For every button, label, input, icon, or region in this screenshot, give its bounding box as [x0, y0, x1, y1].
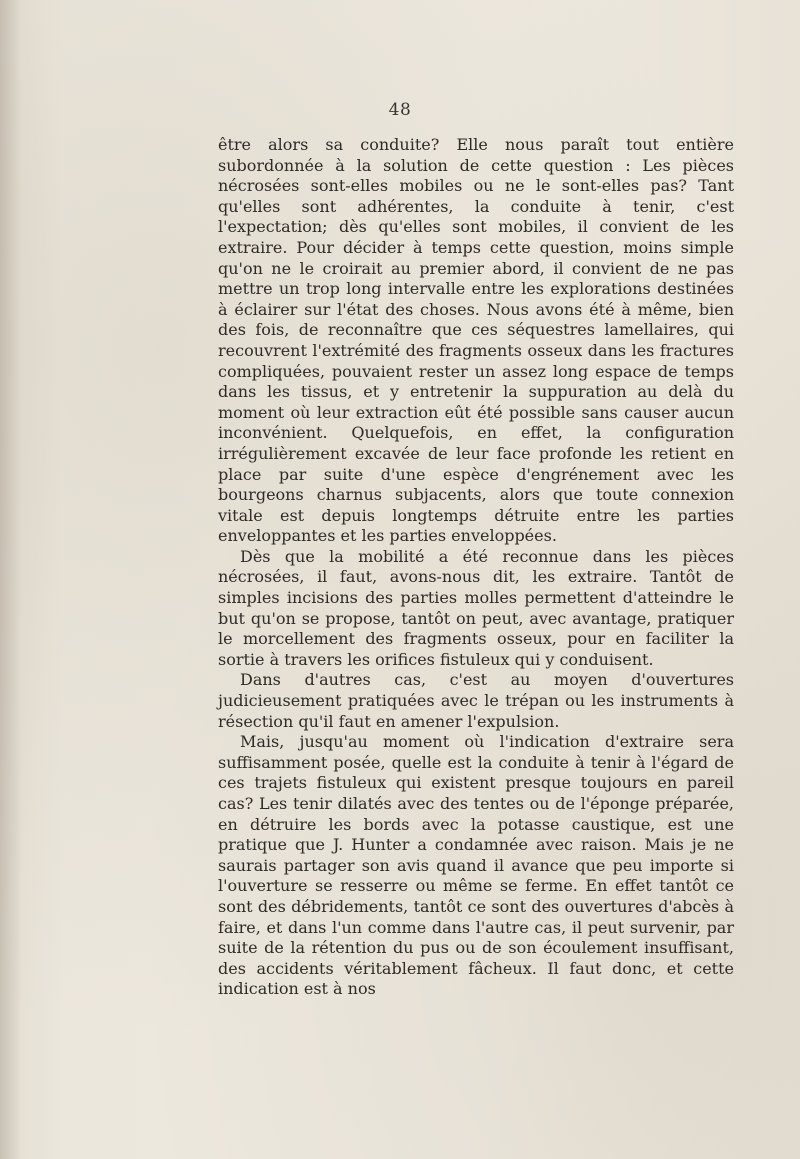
paragraph-3: Dans d'autres cas, c'est au moyen d'ouvertures judicieusement pratiquées avec le trépan ou les instruments à résection qu'il faut en amener l'expulsion. [218, 670, 734, 731]
paragraph-2: Dès que la mobilité a été reconnue dans les pièces nécrosées, il faut, avons-nous dit, les extraire. Tantôt de simples incisions des parties molles permettent d'atteindre le but qu'on se propose, tantôt on peut, avec avantage, pratiquer le morcellement des fragments osseux, pour en faciliter la sortie à travers les orifices fistuleux qui y conduisent. [218, 546, 734, 669]
paragraph-1: être alors sa conduite? Elle nous paraît tout entière subordonnée à la solution de cette question : Les pièces nécrosées sont-elles mobiles ou ne le sont-elles pas? Tant qu'elles sont adhérentes, la conduite à tenir, c'est l'expectation; dès qu'elles sont mobiles, il convient de les extraire. Pour décider à temps cette question, moins simple qu'on ne le croirait au premier abord, il convient de ne pas mettre un trop long intervalle entre les explorations destinées à éclairer sur l'état des choses. Nous avons été à même, bien des fois, de reconnaître que ces séquestres lamellaires, qui recouvrent l'extrémité des fragments osseux dans les fractures compliquées, pouvaient rester un assez long espace de temps dans les tissus, et y entretenir la suppuration au delà du moment où leur extraction eût été possible sans causer aucun inconvénient. Quelquefois, en effet, la configuration irrégulièrement excavée de leur face profonde les retient en place par suite d'une espèce d'engrénement avec les bourgeons charnus subjacents, alors que toute connexion vitale est depuis longtemps détruite entre les parties enveloppantes et les parties enveloppées. [218, 135, 734, 546]
paragraph-4: Mais, jusqu'au moment où l'indication d'extraire sera suffisamment posée, quelle est la conduite à tenir à l'égard de ces trajets fistuleux qui existent presque toujours en pareil cas? Les tenir dilatés avec des tentes ou de l'éponge préparée, en détruire les bords avec la potasse caustique, est une pratique que J. Hunter a condamnée avec raison. Mais je ne saurais partager son avis quand il avance que peu importe si l'ouverture se resserre ou même se ferme. En effet tantôt ce sont des débridements, tantôt ce sont des ouvertures d'abcès à faire, et dans l'un comme dans l'autre cas, il peut survenir, par suite de la rétention du pus ou de son écoulement insuffisant, des accidents véritablement fâcheux. Il faut donc, et cette indication est à nos [218, 732, 734, 999]
page-gutter-shadow [0, 0, 22, 1159]
body-text [218, 135, 734, 1000]
page-number: 48 [388, 100, 412, 120]
